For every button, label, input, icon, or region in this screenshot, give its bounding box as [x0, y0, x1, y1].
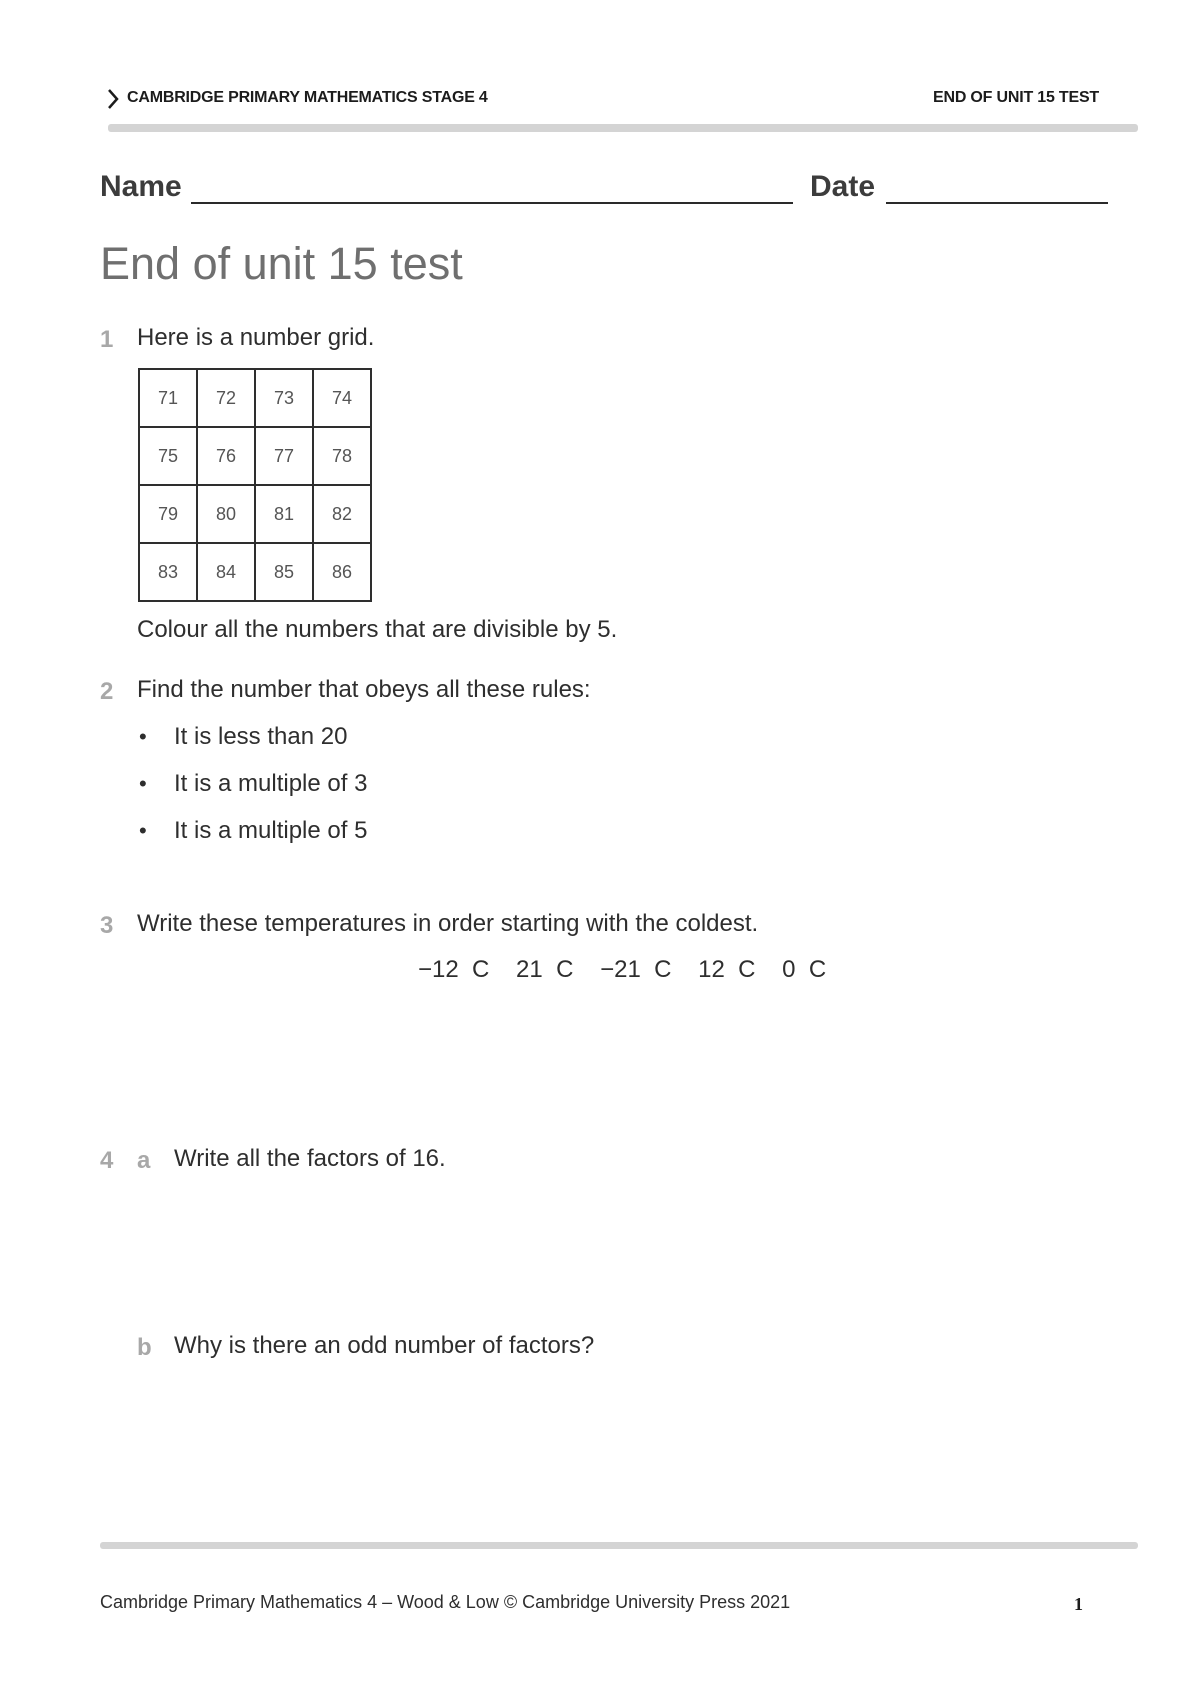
number-grid [138, 368, 372, 602]
header-left-title: CAMBRIDGE PRIMARY MATHEMATICS STAGE 4 [127, 89, 488, 106]
question-3-number: 3 [100, 912, 114, 939]
bullet-icon: • [139, 771, 147, 796]
date-label: Date [810, 170, 876, 203]
grid-cell[interactable]: 84 [197, 543, 255, 601]
grid-row [139, 485, 371, 543]
rule-item: It is a multiple of 3 [174, 770, 368, 797]
grid-cell[interactable]: 72 [197, 369, 255, 427]
question-4a-text: Write all the factors of 16. [174, 1145, 446, 1172]
grid-row [139, 369, 371, 427]
bullet-icon: • [139, 818, 147, 843]
grid-cell[interactable]: 78 [313, 427, 371, 485]
question-1-instruction: Colour all the numbers that are divisible by 5. [137, 616, 618, 643]
footer-divider [100, 1542, 1138, 1549]
question-1-number: 1 [100, 326, 114, 353]
grid-row [139, 543, 371, 601]
grid-cell[interactable]: 75 [139, 427, 197, 485]
grid-row [139, 427, 371, 485]
footer-citation: Cambridge Primary Mathematics 4 – Wood & Low © Cambridge University Press 2021 [100, 1592, 791, 1612]
header-divider [108, 124, 1138, 132]
question-4b-label: b [137, 1334, 152, 1361]
page-title: End of unit 15 test [100, 238, 463, 289]
question-2-number: 2 [100, 678, 114, 705]
grid-cell[interactable]: 76 [197, 427, 255, 485]
grid-cell[interactable]: 79 [139, 485, 197, 543]
grid-cell[interactable]: 86 [313, 543, 371, 601]
name-label: Name [100, 170, 182, 203]
rule-item: It is a multiple of 5 [174, 817, 368, 844]
question-2-text: Find the number that obeys all these rules: [137, 676, 591, 703]
header-right-title: END OF UNIT 15 TEST [933, 89, 1099, 106]
name-field[interactable] [191, 202, 793, 204]
grid-cell[interactable]: 82 [313, 485, 371, 543]
date-field[interactable] [886, 202, 1108, 204]
question-4a-label: a [137, 1147, 151, 1174]
bullet-icon: • [139, 724, 147, 749]
grid-cell[interactable]: 71 [139, 369, 197, 427]
grid-cell[interactable]: 85 [255, 543, 313, 601]
question-3-text: Write these temperatures in order starting with the coldest. [137, 910, 759, 937]
page-number: 1 [1074, 1594, 1083, 1614]
grid-cell[interactable]: 74 [313, 369, 371, 427]
grid-cell[interactable]: 83 [139, 543, 197, 601]
grid-cell[interactable]: 81 [255, 485, 313, 543]
rule-item: It is less than 20 [174, 723, 348, 750]
grid-cell[interactable]: 80 [197, 485, 255, 543]
question-1-text: Here is a number grid. [137, 324, 375, 351]
temperature-list: −12 C 21 C −21 C 12 C 0 C [418, 956, 827, 983]
chevron-right-icon [106, 88, 120, 110]
grid-cell[interactable]: 77 [255, 427, 313, 485]
question-4b-text: Why is there an odd number of factors? [174, 1332, 595, 1359]
question-4-number: 4 [100, 1147, 114, 1174]
grid-cell[interactable]: 73 [255, 369, 313, 427]
